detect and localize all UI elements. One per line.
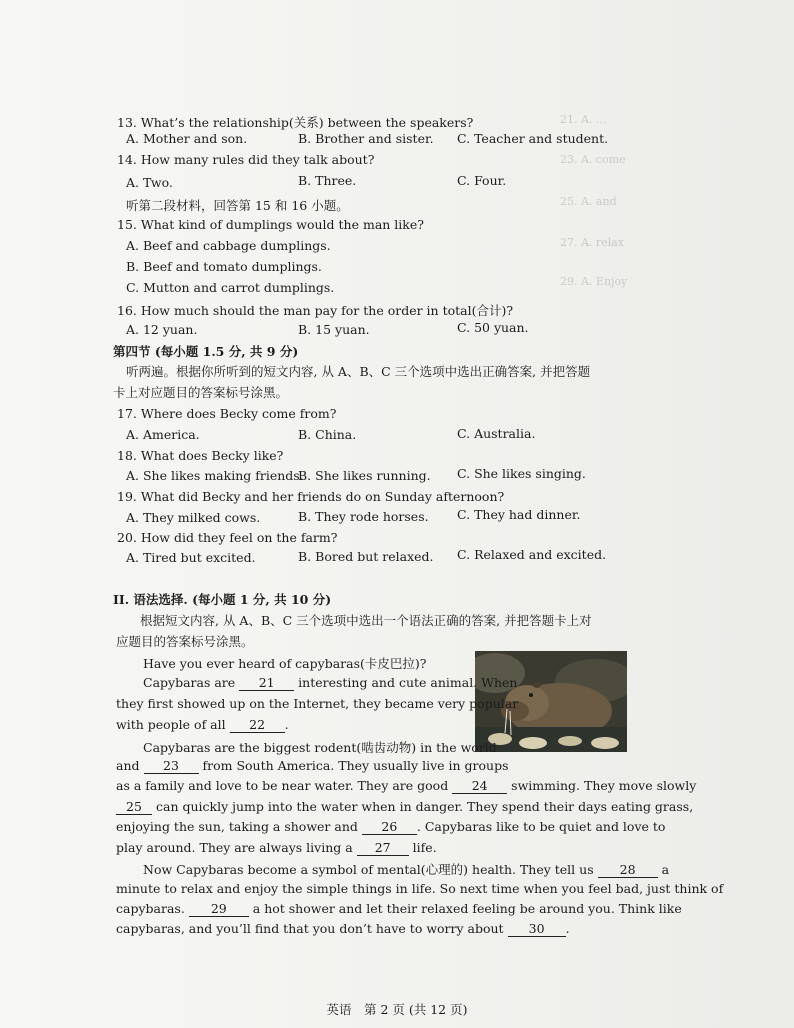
passage-line-9: [116, 819, 665, 835]
q14-option-c: C. Four.: [457, 173, 507, 188]
bleed-through-text: 29. A. Enjoy: [560, 275, 628, 288]
q20-option-b: B. Bored but relaxed.: [298, 549, 434, 564]
q15-option-c: C. Mutton and carrot dumplings.: [126, 280, 335, 295]
blank-29: 29: [189, 901, 249, 917]
q16-option-a: A. 12 yuan.: [126, 322, 198, 337]
blank-21: 21: [239, 675, 294, 691]
passage-text: swimming. They move slowly: [511, 778, 697, 793]
q16-option-b: B. 15 yuan.: [298, 322, 370, 337]
passage-text: as a family and love to be near water. They are good: [116, 778, 449, 793]
passage-text: life.: [412, 840, 437, 855]
bleed-through-text: 27. A. relax: [560, 236, 624, 249]
q16-option-c: C. 50 yuan.: [457, 320, 529, 335]
q20-stem: 20. How did they feel on the farm?: [117, 530, 338, 545]
blank-22: 22: [230, 717, 285, 733]
passage-text: can quickly jump into the water when in danger. They spend their days eating grass,: [155, 799, 694, 814]
passage-line-14: capybaras, and you’ll find that you don’t have to worry about 30 .: [116, 921, 570, 936]
q17-option-a: A. America.: [126, 427, 200, 442]
passage-line-11: [143, 860, 669, 878]
blank-23: 23: [144, 758, 199, 774]
q18-option-a: A. She likes making friends.: [126, 468, 304, 483]
passage-line-1: Have you ever heard of capybaras(卡皮巴拉)?: [143, 656, 427, 671]
q17-option-c: C. Australia.: [457, 426, 536, 441]
q15-stem: 15. What kind of dumplings would the man like?: [117, 217, 424, 232]
passage-line-3: they first showed up on the Internet, they became very popular: [116, 696, 519, 711]
section4-instructions-2: 卡上对应题目的答案标号涂黑。: [113, 385, 289, 400]
page-footer: 英语 第 2 页 (共 12 页): [326, 1002, 468, 1017]
passage-line-2: [143, 675, 517, 691]
passage-text: . Capybaras like to be quiet and love to: [416, 819, 666, 834]
passage-line-13: [116, 901, 682, 917]
q20-option-a: A. Tired but excited.: [126, 550, 256, 565]
q19-option-a: A. They milked cows.: [126, 510, 261, 525]
passage-line-12: minute to relax and enjoy the simple things in life. So next time when you feel bad, just think of: [116, 881, 724, 896]
passage-text: play around. They are always living a: [116, 840, 353, 855]
listening-intro-2: 听第二段材料，回答第 15 和 16 小题。: [126, 198, 349, 213]
q14-stem: 14. How many rules did they talk about?: [117, 152, 375, 167]
q18-option-b: B. She likes running.: [298, 468, 431, 483]
section-ii-instructions-2: 应题目的答案标号涂黑。: [116, 634, 254, 649]
passage-text: a hot shower and let their relaxed feeling be around you. Think like: [252, 901, 682, 916]
blank-25: 25: [116, 799, 152, 815]
q16-stem: 16. How much should the man pay for the order in total(合计)?: [117, 303, 514, 318]
q17-option-b: B. China.: [298, 427, 357, 442]
passage-line-5: Capybaras are the biggest rodent(啮齿动物) in the world: [143, 740, 497, 755]
section4-title: 第四节 (每小题 1.5 分, 共 9 分): [113, 344, 299, 359]
blank-26: 26: [362, 819, 417, 835]
passage-line-10: [116, 840, 437, 856]
q14-option-a: A. Two.: [126, 175, 173, 190]
passage-line-7: [116, 778, 696, 794]
q18-stem: 18. What does Becky like?: [117, 448, 284, 463]
q13-option-b: B. Brother and sister.: [298, 131, 434, 146]
passage-text: Now Capybaras become a symbol of mental(心理的) health. They tell us: [143, 862, 594, 877]
q15-option-a: A. Beef and cabbage dumplings.: [126, 238, 331, 253]
q18-option-c: C. She likes singing.: [457, 466, 586, 481]
blank-24: 24: [452, 778, 507, 794]
blank-30: 30: [508, 921, 566, 937]
q17-stem: 17. Where does Becky come from?: [117, 406, 337, 421]
q13-stem: 13. What’s the relationship(关系) between the speakers?: [117, 115, 474, 130]
blank-27: 27: [357, 840, 409, 856]
bleed-through-text: 25. A. and: [560, 195, 617, 208]
bleed-through-text: 21. A. ...: [560, 113, 607, 126]
section4-instructions-1: 听两遍。根据你所听到的短文内容, 从 A、B、C 三个选项中选出正确答案, 并把答题: [126, 364, 591, 379]
passage-line-6: [116, 758, 509, 774]
q19-stem: 19. What did Becky and her friends do on Sunday afternoon?: [117, 489, 505, 504]
passage-text: capybaras.: [116, 901, 185, 916]
bleed-through-text: 23. A. come: [560, 153, 626, 166]
blank-28: 28: [598, 862, 658, 878]
passage-text: Capybaras are: [143, 675, 236, 690]
q20-option-c: C. Relaxed and excited.: [457, 547, 607, 562]
passage-text: from South America. They usually live in groups: [202, 758, 509, 773]
q13-option-a: A. Mother and son.: [126, 131, 248, 146]
passage-text: and: [116, 758, 140, 773]
passage-line-8: [116, 799, 693, 815]
passage-text: a: [661, 862, 670, 877]
q14-option-b: B. Three.: [298, 173, 357, 188]
q19-option-b: B. They rode horses.: [298, 509, 429, 524]
passage-line-4: with people of all 22 .: [116, 717, 289, 732]
q15-option-b: B. Beef and tomato dumplings.: [126, 259, 322, 274]
section-ii-instructions-1: 根据短文内容, 从 A、B、C 三个选项中选出一个语法正确的答案, 并把答题卡上对: [140, 613, 592, 628]
passage-text: interesting and cute animal. When: [298, 675, 518, 690]
section-ii-title: II. 语法选择. (每小题 1 分, 共 10 分): [113, 592, 332, 607]
passage-text: enjoying the sun, taking a shower and: [116, 819, 358, 834]
passage-text: capybaras, and you’ll find that you don’t have to worry about: [116, 921, 504, 936]
q19-option-c: C. They had dinner.: [457, 507, 581, 522]
q13-option-c: C. Teacher and student.: [457, 131, 609, 146]
passage-text: with people of all: [116, 717, 226, 732]
